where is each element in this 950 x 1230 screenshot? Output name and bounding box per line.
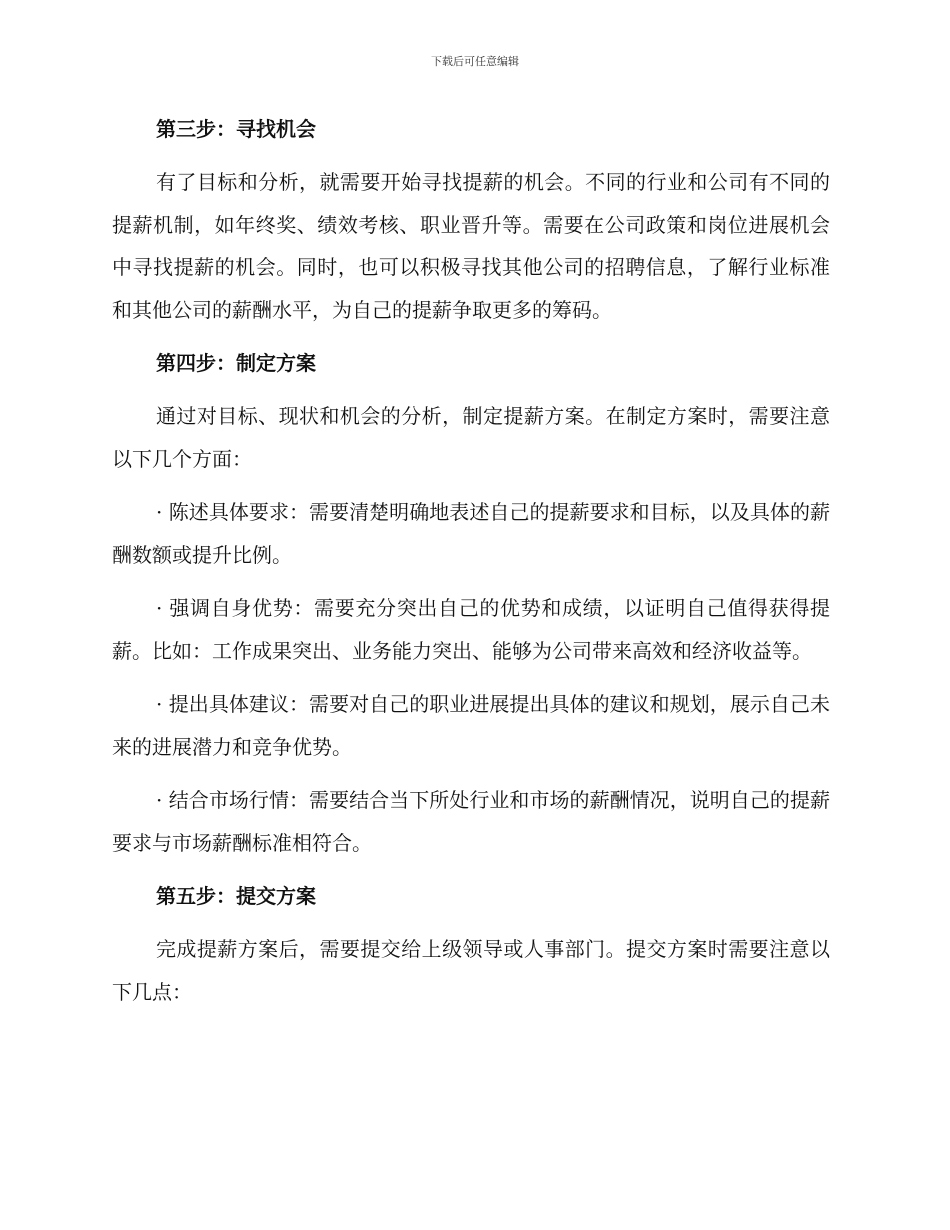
bullet-item: · 强调自身优势：需要充分突出自己的优势和成绩，以证明自己值得获得提薪。比如：工作成果突出、业务能力突出、能够为公司带来高效和经济收益等。 xyxy=(112,596,830,663)
paragraph: 通过对目标、现状和机会的分析，制定提薪方案。在制定方案时，需要注意以下几个方面： xyxy=(112,404,830,471)
bullet-item: · 陈述具体要求：需要清楚明确地表述自己的提薪要求和目标，以及具体的薪酬数额或提升比例。 xyxy=(112,500,830,567)
section-heading-step-4: 第四步：制定方案 xyxy=(156,351,316,375)
section-heading-step-5: 第五步：提交方案 xyxy=(156,884,316,908)
bullet-item: · 结合市场行情：需要结合当下所处行业和市场的薪酬情况，说明自己的提薪要求与市场薪酬标准相符合。 xyxy=(112,788,830,855)
paragraph: 完成提薪方案后，需要提交给上级领导或人事部门。提交方案时需要注意以下几点： xyxy=(112,937,830,1004)
page-header: 下载后可任意编辑 xyxy=(431,55,519,68)
section-heading-step-3: 第三步：寻找机会 xyxy=(156,117,316,141)
bullet-item: · 提出具体建议：需要对自己的职业进展提出具体的建议和规划，展示自己未来的进展潜力和竞争优势。 xyxy=(112,692,830,759)
paragraph: 有了目标和分析，就需要开始寻找提薪的机会。不同的行业和公司有不同的提薪机制，如年终奖、绩效考核、职业晋升等。需要在公司政策和岗位进展机会中寻找提薪的机会。同时，也可以积极寻找其他公司的招聘信息，了解行业标准和其他公司的薪酬水平，为自己的提薪争取更多的筹码。 xyxy=(112,170,830,322)
document-body xyxy=(112,108,830,1024)
